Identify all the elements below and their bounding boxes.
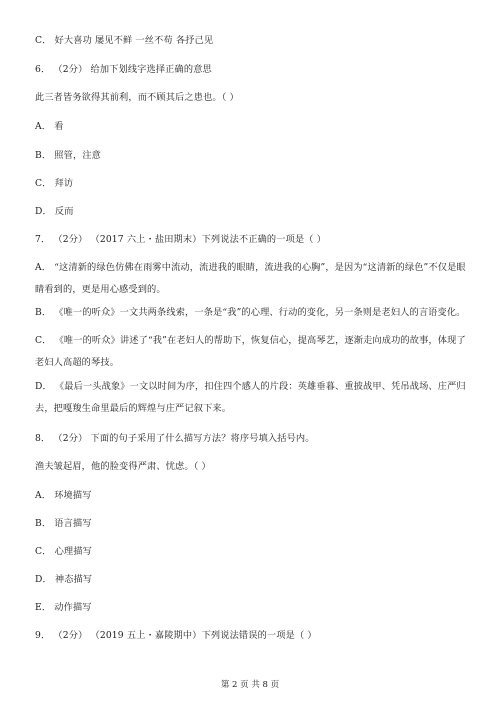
option-e-q8: E． 动作描写: [35, 602, 92, 613]
question-6-sentence: 此三者皆务欲得其前利，而不顾其后之患也。（ ）: [35, 92, 239, 103]
page-footer: 第 2 页 共 8 页: [220, 680, 280, 690]
option-b-q6: B． 照管，注意: [35, 150, 101, 161]
option-b-q8: B． 语言描写: [35, 518, 92, 529]
option-b-q7: B． 《唯一的听众》一文共两条线索，一条是“我”的心理、行动的变化，另一条则是老妇人的言语变化。: [35, 307, 466, 318]
option-c-q8: C． 心理描写: [35, 546, 92, 557]
option-a-q6: A． 看: [35, 121, 64, 132]
option-d-q7: D． 《最后一头战象》一文以时间为序，扣住四个感人的片段：英雄垂暮、重披战甲、凭吊战场、庄严归去，把嘎羧生命里最后的辉煌与庄严记叙下来。: [35, 381, 466, 414]
question-8-title: 8． （2分） 下面的句子采用了什么描写方法？将序号填入括号内。: [35, 433, 315, 444]
question-9-title: 9． （2分） （2019 五上・嘉陵期中）下列说法错误的一项是（ ）: [35, 630, 317, 641]
option-d-q8: D． 神态描写: [35, 574, 93, 585]
option-a-q8: A． 环境描写: [35, 490, 92, 501]
question-8-sentence: 渔夫皱起眉，他的脸变得严肃、忧虑。（ ）: [35, 461, 211, 472]
option-c-q6: C． 拜访: [35, 178, 74, 189]
option-c-q5: C． 好大喜功 屡见不鲜 一丝不苟 各抒己见: [35, 35, 214, 46]
option-a-q7: A． “这清新的绿色仿佛在雨雾中流动，流进我的眼睛，流进我的心胸”，是因为“这清新的绿色”不仅是眼睛看到的，更是用心感受到的。: [35, 262, 466, 295]
option-c-q7: C． 《唯一的听众》讲述了“我”在老妇人的帮助下，恢复信心，提高琴艺，逐渐走向成功的故事，体现了老妇人高超的琴技。: [35, 335, 466, 368]
question-6-title: 6． （2分） 给加下划线字选择正确的意思: [35, 64, 212, 75]
question-7-title: 7． （2分） （2017 六上・盐田期末）下列说法不正确的一项是（ ）: [35, 234, 327, 245]
option-d-q6: D． 反而: [35, 206, 74, 217]
